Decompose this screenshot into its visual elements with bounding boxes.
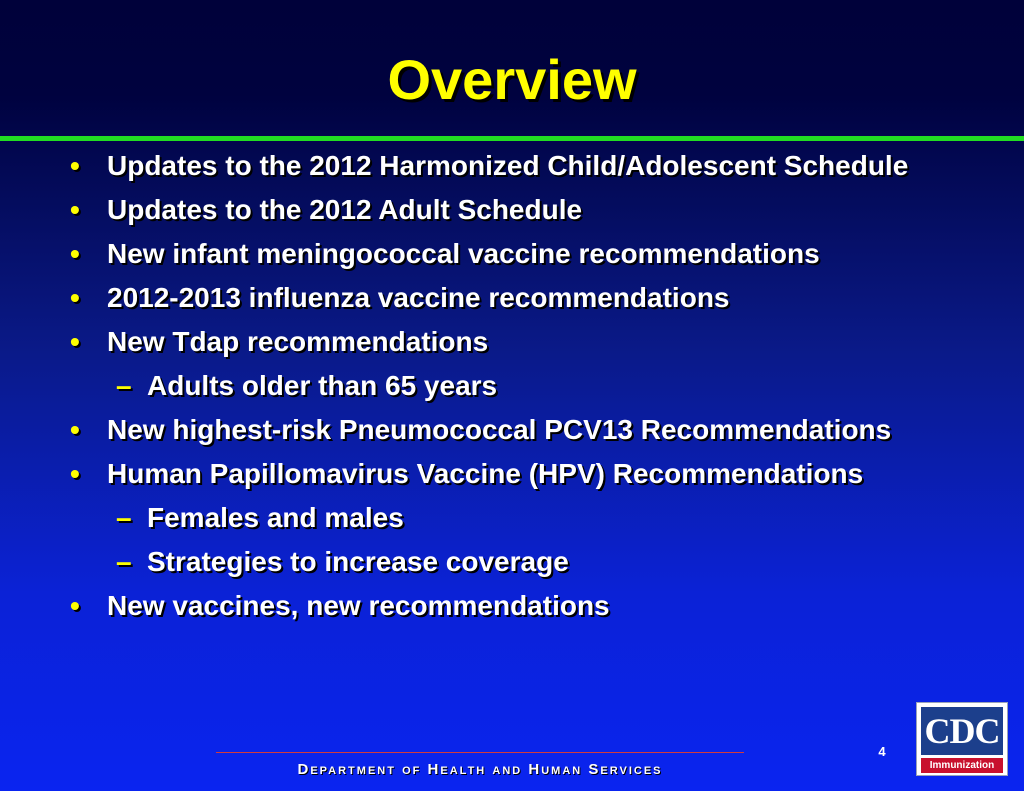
sub-bullet-text: Females and males xyxy=(147,502,404,533)
title-divider xyxy=(0,136,1024,141)
bullet-marker: • xyxy=(70,590,80,621)
cdc-logo-label: Immunization xyxy=(921,758,1003,773)
cdc-logo-mark: CDC xyxy=(921,707,1003,755)
slide-title: Overview xyxy=(387,48,637,111)
bullet-text: Updates to the 2012 Harmonized Child/Adolescent Schedule xyxy=(107,150,909,181)
bullet-marker: • xyxy=(70,326,80,357)
sub-bullet-item xyxy=(70,502,950,533)
bullet-item xyxy=(70,458,950,489)
bullet-text: Updates to the 2012 Adult Schedule xyxy=(107,194,583,225)
sub-bullet-marker: – xyxy=(116,370,132,401)
bullet-item xyxy=(70,282,950,313)
bullet-marker: • xyxy=(70,150,80,181)
bullet-marker: • xyxy=(70,194,80,225)
bullet-text: New Tdap recommendations xyxy=(107,326,489,357)
bullet-text: Human Papillomavirus Vaccine (HPV) Recommendations xyxy=(107,458,864,489)
bullet-marker: • xyxy=(70,458,80,489)
bullet-item xyxy=(70,590,950,621)
bullet-text: 2012-2013 influenza vaccine recommendations xyxy=(107,282,730,313)
bullet-text: New infant meningococcal vaccine recommendations xyxy=(107,238,820,269)
sub-bullet-item xyxy=(70,370,950,401)
bullet-item xyxy=(70,326,950,357)
bullet-marker: • xyxy=(70,414,80,445)
bullet-text: New highest-risk Pneumococcal PCV13 Recommendations xyxy=(107,414,892,445)
bullet-marker: • xyxy=(70,282,80,313)
sub-bullet-text: Adults older than 65 years xyxy=(147,370,498,401)
bullet-text: New vaccines, new recommendations xyxy=(107,590,610,621)
sub-bullet-text: Strategies to increase coverage xyxy=(147,546,569,577)
footer-divider xyxy=(216,752,744,753)
footer-department: Department of Health and Human Services xyxy=(297,761,663,778)
bullet-item xyxy=(70,150,950,181)
bullet-marker: • xyxy=(70,238,80,269)
bullet-item xyxy=(70,194,950,225)
sub-bullet-marker: – xyxy=(116,546,132,577)
sub-bullet-marker: – xyxy=(116,502,132,533)
page-number: 4 xyxy=(878,744,886,759)
sub-bullet-item xyxy=(70,546,950,577)
bullet-item xyxy=(70,238,950,269)
bullet-list xyxy=(70,150,950,634)
bullet-item xyxy=(70,414,950,445)
cdc-logo xyxy=(916,702,1008,776)
